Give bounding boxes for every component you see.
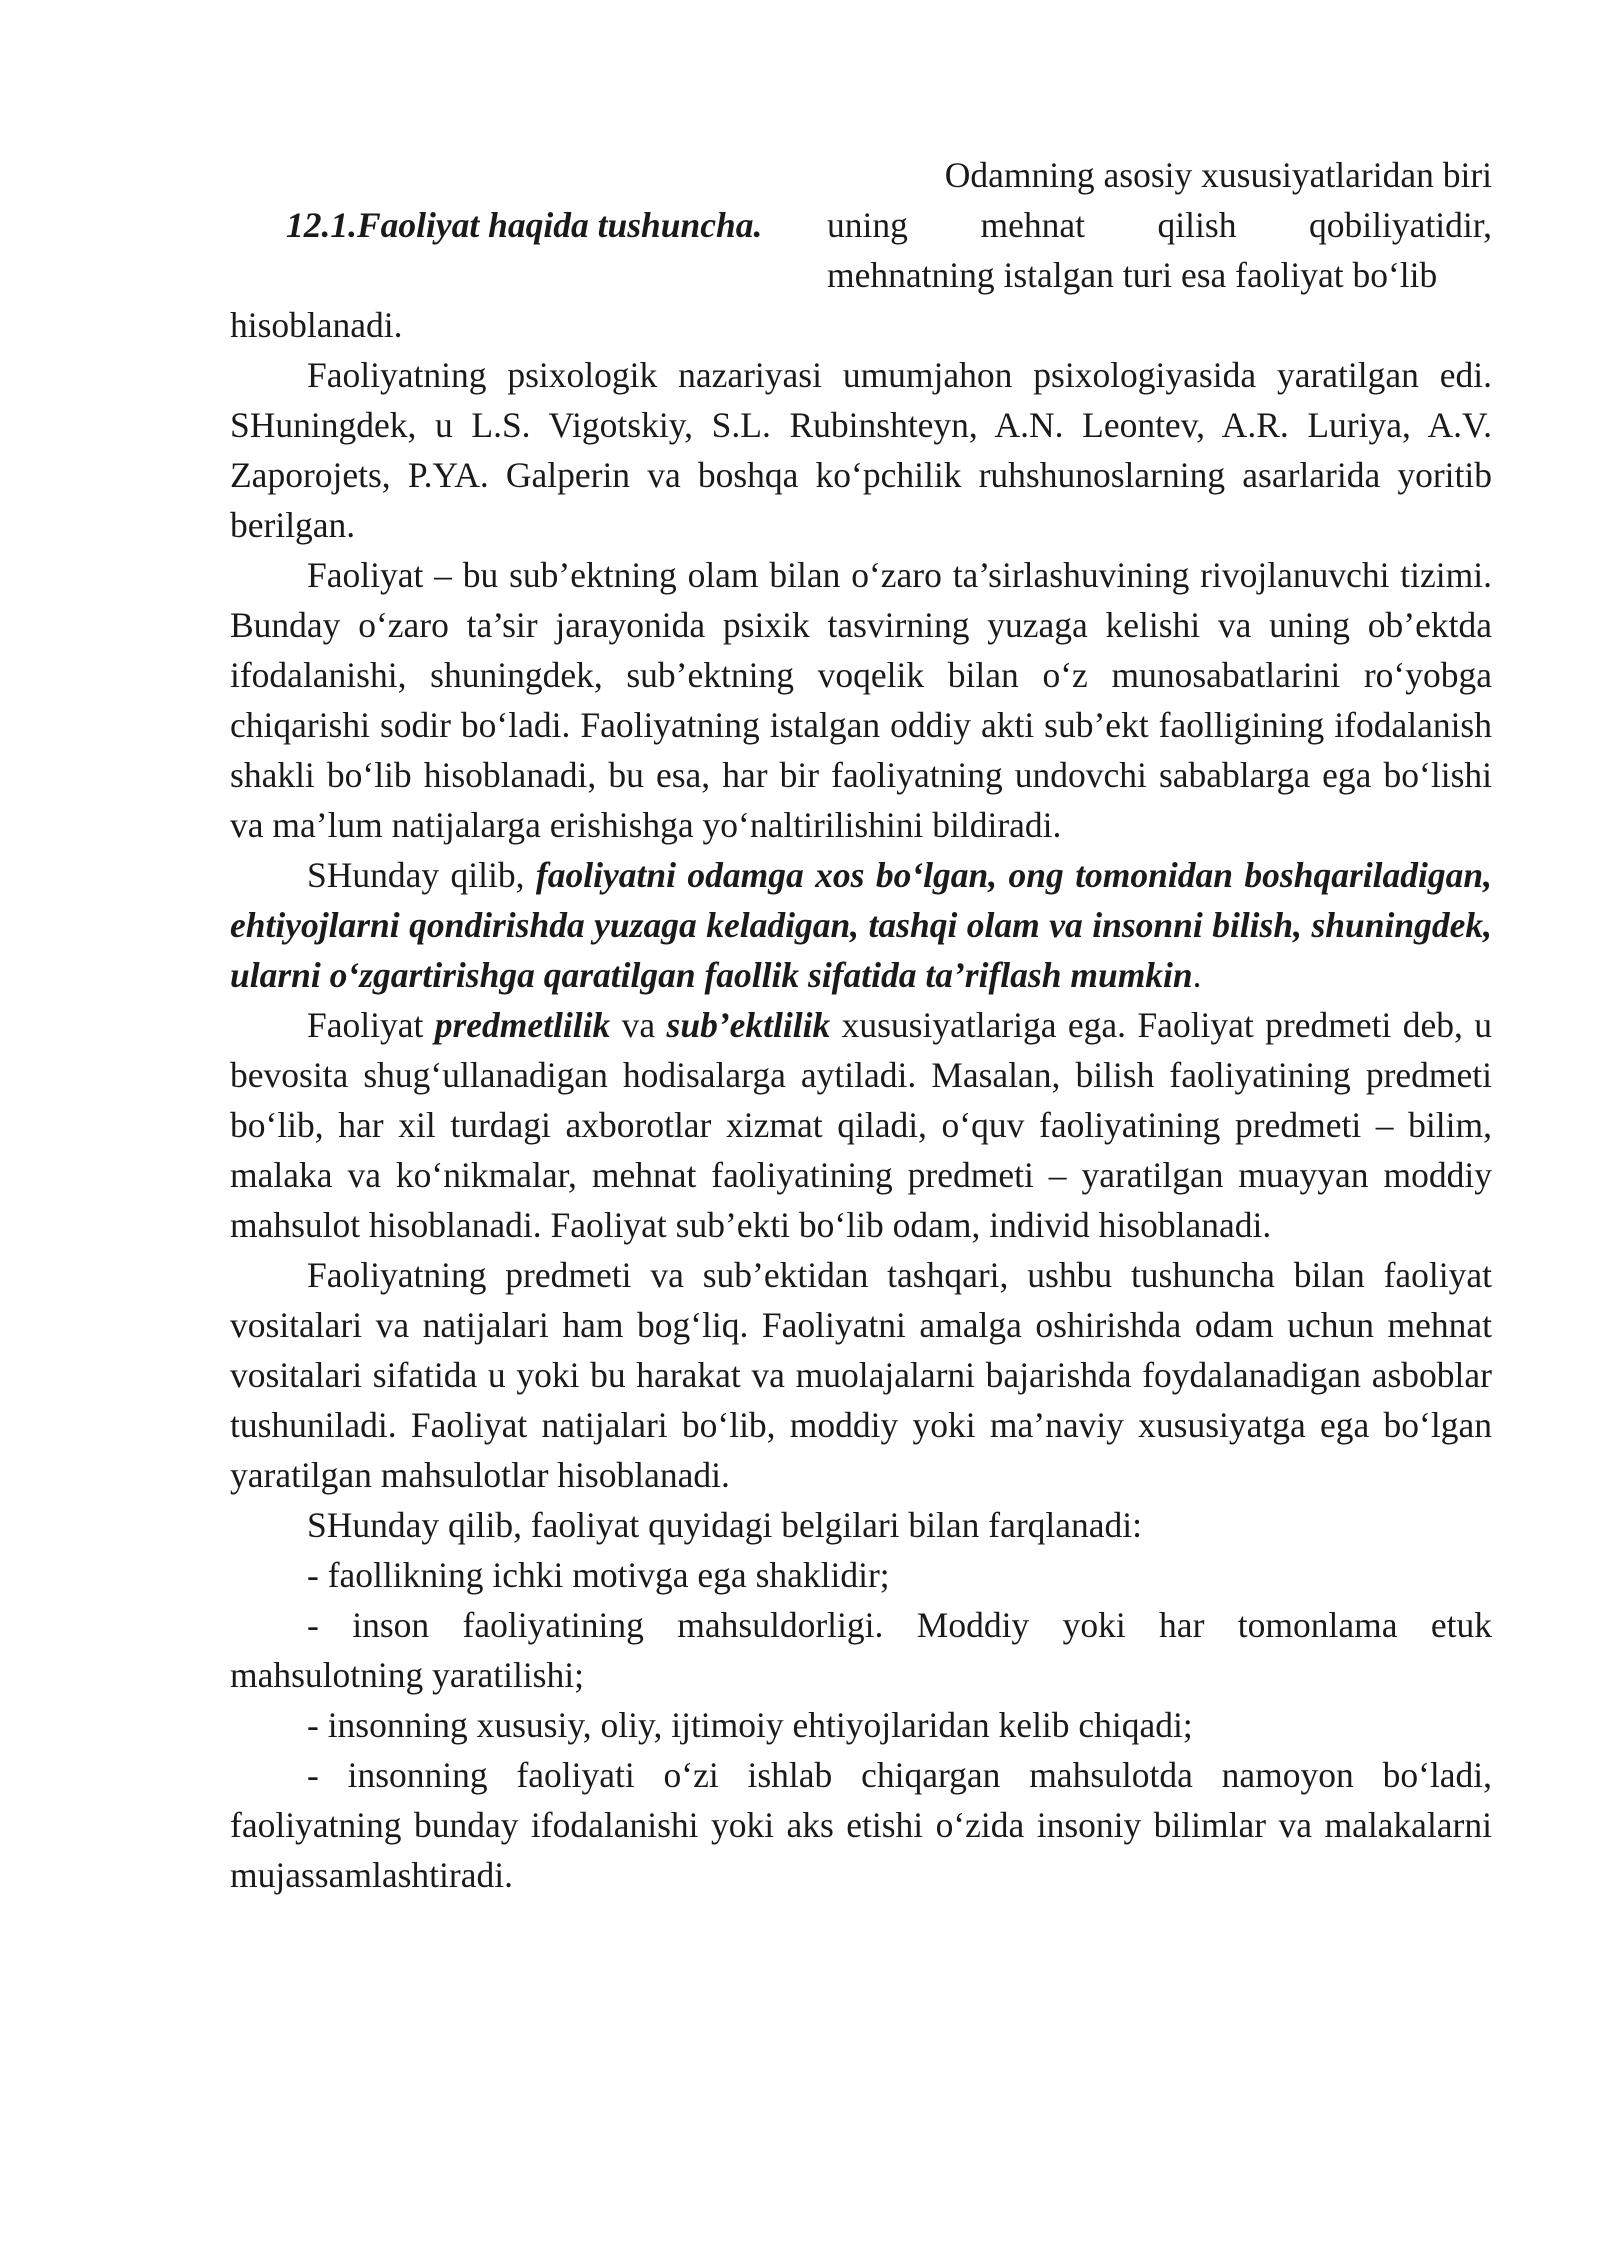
intro-line-3: mehnatning istalgan turi esa faoliyat bo‘lib [827, 255, 1438, 295]
list-item: - insonning xususiy, oliy, ijtimoiy ehtiyojlaridan kelib chiqadi; [307, 1705, 1193, 1745]
intro-line-1: Odamning asosiy xususiyatlaridan biri [944, 155, 1492, 195]
term-predmetlilik: predmetlilik [434, 1005, 611, 1045]
paragraph-definition-end: . [1192, 955, 1202, 995]
properties-text-a: Faoliyat [307, 1005, 435, 1045]
intro-lines [827, 150, 1492, 300]
properties-text-c: xususiyatlariga ega. Faoliyat predmeti deb, u bevosita shug‘ullanadigan hodisalarga aytiladi. Masalan, bilish faoliyatining predmeti bo‘lib, har xil turdagi axborotlar xizmat qiladi, o‘quv faoliyatining predmeti – bilim, malaka va ko‘nikmalar, mehnat faoliyatining predmeti – yaratilgan muayyan moddiy mahsulot hisoblanadi. Faoliyat sub’ekti bo‘lib odam, individ hisoblanadi. [230, 1005, 1492, 1245]
paragraph-theory: Faoliyatning psixologik nazariyasi umumjahon psixologiyasida yaratilgan edi. SHuningdek, u L.S. Vigotskiy, S.L. Rubinshteyn, A.N. Leontev, A.R. Luriya, A.V. Zaporojets, P.YA. Galperin va boshqa ko‘pchilik ruhshunoslarning asarlarida yoritib berilgan. [230, 355, 1492, 545]
paragraph-definition-lead: SHunday qilib, [307, 855, 536, 895]
intro-line-2: uning mehnat qilish qobiliyatidir, [827, 205, 1492, 245]
paragraph-definition [230, 850, 1492, 1000]
term-subektlilik: sub’ektlilik [666, 1005, 831, 1045]
properties-text-b: va [610, 1005, 667, 1045]
paragraph-features-intro: SHunday qilib, faoliyat quyidagi belgilari bilan farqlanadi: [307, 1505, 1143, 1545]
document-page [230, 150, 1492, 1900]
list-item: - inson faoliyatining mahsuldorligi. Moddiy yoki har tomonlama etuk mahsulotning yaratilishi; [230, 1605, 1492, 1695]
section-heading: 12.1.Faoliyat haqida tushuncha. [286, 205, 763, 245]
intro-block [230, 150, 1492, 300]
list-item: - faollikning ichki motivga ega shaklidir; [307, 1555, 890, 1595]
list-item: - insonning faoliyati o‘zi ishlab chiqargan mahsulotda namoyon bo‘ladi, faoliyatning bunday ifodalanishi yoki aks etishi o‘zida insoniy bilimlar va malakalarni mujassamlashtiradi. [230, 1755, 1492, 1895]
paragraph-means-results: Faoliyatning predmeti va sub’ektidan tashqari, ushbu tushuncha bilan faoliyat vositalari va natijalari ham bog‘liq. Faoliyatni amalga oshirishda odam uchun mehnat vositalari sifatida u yoki bu harakat va muolajalarni bajarishda foydalanadigan asboblar tushuniladi. Faoliyat natijalari bo‘lib, moddiy yoki ma’naviy xususiyatga ega bo‘lgan yaratilgan mahsulotlar hisoblanadi. [230, 1255, 1492, 1495]
intro-line-4: hisoblanadi. [230, 305, 403, 345]
definition-emphasis: faoliyatni odamga xos bo‘lgan, ong tomonidan boshqariladigan, ehtiyojlarni qondirishda yuzaga keladigan, tashqi olam va insonni bilish, shuningdek, ularni o‘zgartirishga qaratilgan faollik sifatida ta’riflash mumkin [230, 855, 1493, 995]
paragraph-definition-system: Faoliyat – bu sub’ektning olam bilan o‘zaro ta’sirlashuvining rivojlanuvchi tizimi. Bunday o‘zaro ta’sir jarayonida psixik tasvirning yuzaga kelishi va uning ob’ektda ifodalanishi, shuningdek, sub’ektning voqelik bilan o‘z munosabatlarini ro‘yobga chiqarishi sodir bo‘ladi. Faoliyatning istalgan oddiy akti sub’ekt faolligining ifodalanish shakli bo‘lib hisoblanadi, bu esa, har bir faoliyatning undovchi sabablarga ega bo‘lishi va ma’lum natijalarga erishishga yo‘naltirilishini bildiradi. [230, 555, 1492, 845]
paragraph-properties [230, 1000, 1492, 1250]
